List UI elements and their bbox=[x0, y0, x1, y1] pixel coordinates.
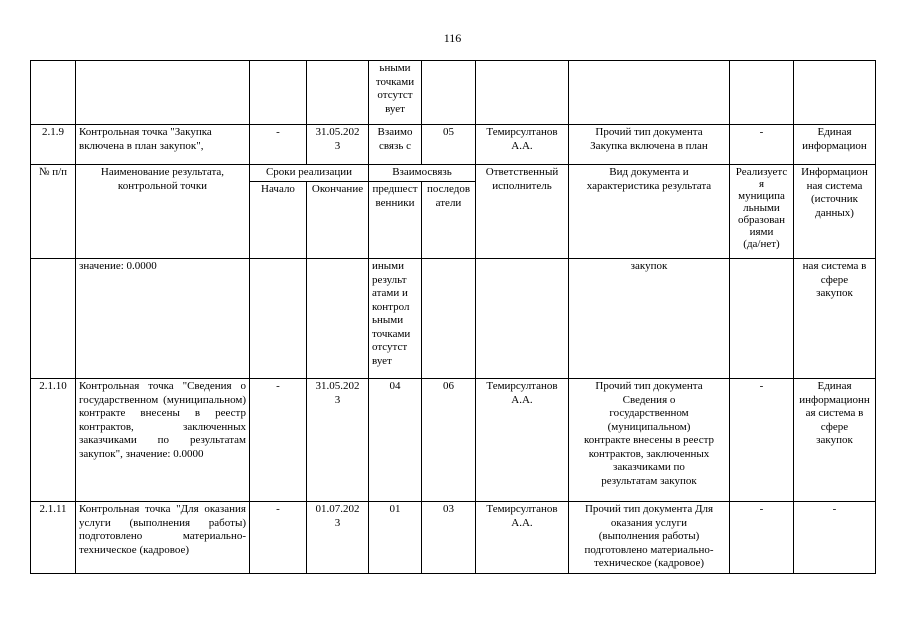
row-end: 31.05.202 3 bbox=[307, 379, 369, 502]
row-succ bbox=[422, 259, 476, 379]
row-end: 01.07.202 3 bbox=[307, 502, 369, 574]
header-doc-type: Вид документа и характеристика результата bbox=[569, 165, 730, 259]
table-header-row bbox=[31, 165, 876, 182]
header-end: Окончание bbox=[307, 182, 369, 259]
row-start: - bbox=[250, 125, 307, 165]
row-name: значение: 0.0000 bbox=[76, 259, 250, 379]
row-name bbox=[76, 61, 250, 125]
row-doc-type: Прочий тип документа Закупка включена в план bbox=[569, 125, 730, 165]
row-num: 2.1.9 bbox=[31, 125, 76, 165]
header-info-system: Информацион ная система (источник данных) bbox=[794, 165, 876, 259]
row-responsible: Темирсултанов А.А. bbox=[476, 502, 569, 574]
row-start bbox=[250, 61, 307, 125]
row-pred: Взаимо связь с bbox=[369, 125, 422, 165]
table-row bbox=[31, 379, 876, 502]
row-num: 2.1.11 bbox=[31, 502, 76, 574]
row-pred: 01 bbox=[369, 502, 422, 574]
row-succ: 03 bbox=[422, 502, 476, 574]
row-info-system: ная система в сфере закупок bbox=[794, 259, 876, 379]
row-num bbox=[31, 61, 76, 125]
row-responsible: Темирсултанов А.А. bbox=[476, 379, 569, 502]
header-pred: предшест венники bbox=[369, 182, 422, 259]
row-doc-type bbox=[569, 61, 730, 125]
header-succ: последов атели bbox=[422, 182, 476, 259]
row-responsible bbox=[476, 61, 569, 125]
row-succ: 06 bbox=[422, 379, 476, 502]
row-end: 31.05.202 3 bbox=[307, 125, 369, 165]
header-terms: Сроки реализации bbox=[250, 165, 369, 182]
row-info-system: Единая информационная система в сфере закупок bbox=[794, 379, 876, 502]
row-doc-type: Прочий тип документа Сведения о государственном (муниципальном) контракте внесены в реестр контрактов, заключенных заказчиками по результатам закупок bbox=[569, 379, 730, 502]
row-name: Контрольная точка "Для оказания услуги (выполнения работы) подготовлено материально-техническое (кадровое) bbox=[76, 502, 250, 574]
row-info-system bbox=[794, 61, 876, 125]
row-succ bbox=[422, 61, 476, 125]
row-municipal: - bbox=[730, 502, 794, 574]
row-end bbox=[307, 259, 369, 379]
table-row bbox=[31, 259, 876, 379]
row-responsible: Темирсултанов А.А. bbox=[476, 125, 569, 165]
page-number: 116 bbox=[443, 31, 462, 45]
header-relation: Взаимосвязь bbox=[369, 165, 476, 182]
header-responsible: Ответственный исполнитель bbox=[476, 165, 569, 259]
row-pred: иными результ атами и контрол ьными точками отсутст вует bbox=[369, 259, 422, 379]
row-municipal bbox=[730, 61, 794, 125]
row-municipal: - bbox=[730, 125, 794, 165]
table-row bbox=[31, 61, 876, 125]
row-end bbox=[307, 61, 369, 125]
row-doc-type: закупок bbox=[569, 259, 730, 379]
header-name: Наименование результата, контрольной точки bbox=[76, 165, 250, 259]
row-name: Контрольная точка "Закупка включена в план закупок", bbox=[76, 125, 250, 165]
row-pred: 04 bbox=[369, 379, 422, 502]
row-name: Контрольная точка "Сведения о государственном (муниципальном) контракте внесены в реестр контрактов, заключенных заказчиками по результатам закупок", значение: 0.0000 bbox=[76, 379, 250, 502]
row-succ: 05 bbox=[422, 125, 476, 165]
row-pred: ьными точками отсутст вует bbox=[369, 61, 422, 125]
row-num: 2.1.10 bbox=[31, 379, 76, 502]
row-start: - bbox=[250, 379, 307, 502]
row-info-system: - bbox=[794, 502, 876, 574]
row-info-system: Единая информацион bbox=[794, 125, 876, 165]
header-municipal: Реализуетс я муниципа льными образован иями (да/нет) bbox=[730, 165, 794, 259]
row-doc-type: Прочий тип документа Для оказания услуги (выполнения работы) подготовлено материально- техническое (кадровое) bbox=[569, 502, 730, 574]
row-start bbox=[250, 259, 307, 379]
row-municipal bbox=[730, 259, 794, 379]
table-row bbox=[31, 502, 876, 574]
table-row bbox=[31, 125, 876, 165]
control-points-table bbox=[30, 60, 876, 574]
header-num: № п/п bbox=[31, 165, 76, 259]
header-start: Начало bbox=[250, 182, 307, 259]
row-num bbox=[31, 259, 76, 379]
row-responsible bbox=[476, 259, 569, 379]
row-start: - bbox=[250, 502, 307, 574]
row-municipal: - bbox=[730, 379, 794, 502]
